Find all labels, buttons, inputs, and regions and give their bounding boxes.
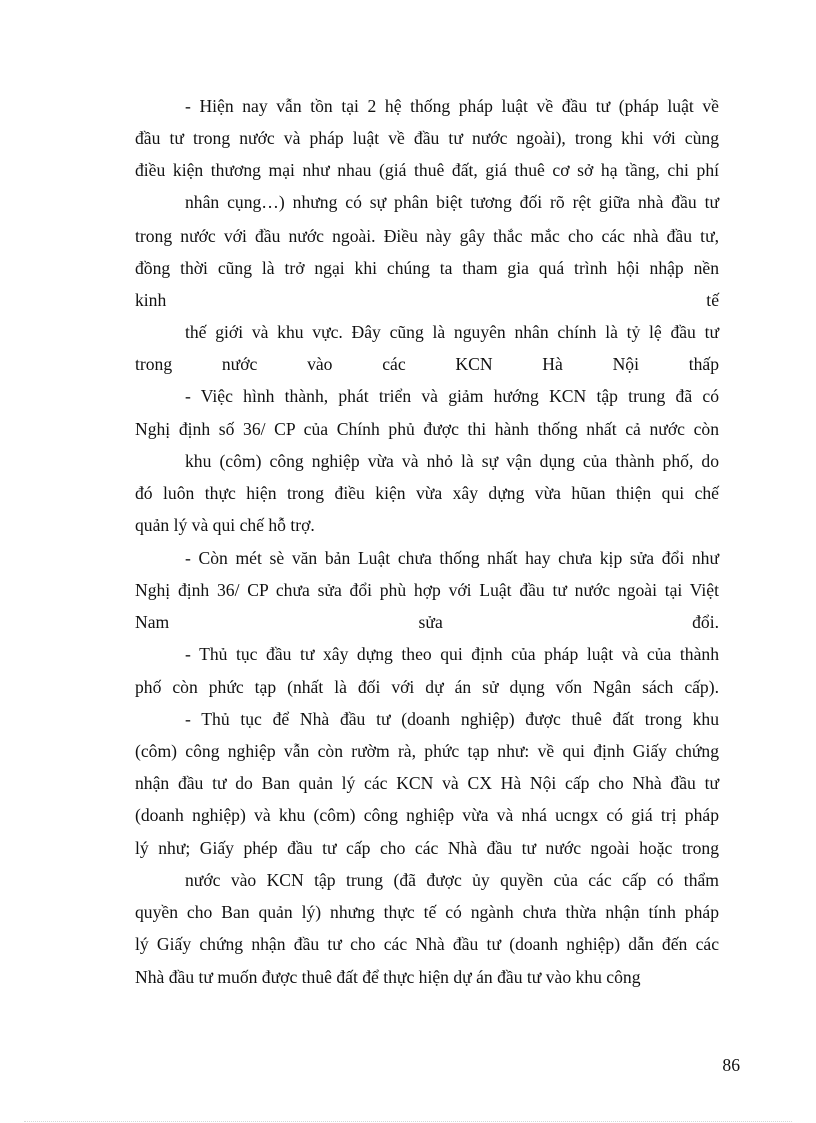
text-line: trong nước vào các KCN Hà Nội thấp [135,354,719,374]
text-line: lý Giấy chứng nhận đầu tư cho các Nhà đầu tư (doanh nghiệp) dẫn đến các [135,934,719,954]
text-line: quyền cho Ban quản lý) nhưng thực tế có ngành chưa thừa nhận tính pháp [135,902,719,922]
text-line: Nhà đầu tư muốn được thuê đất để thực hiện dự án đầu tư vào khu công [135,967,641,987]
text-line: đồng thời cũng là trở ngại khi chúng ta tham gia quá trình hội nhập nền [135,258,719,278]
text-line: lý như; Giấy phép đầu tư cấp cho các Nhà đầu tư nước ngoài hoặc trong [135,838,719,858]
text-line: Nghị định số 36/ CP của Chính phủ được thi hành thống nhất cả nước còn [135,419,719,439]
text-line: điều kiện thương mại như nhau (giá thuê đất, giá thuê cơ sở hạ tầng, chi phí [135,160,719,180]
text-line: - Thủ tục đầu tư xây dựng theo qui định của pháp luật và của thành [185,644,719,664]
text-line: nhân cụng…) nhưng có sự phân biệt tương đối rõ rệt giữa nhà đầu tư [185,192,719,212]
text-line: đầu tư trong nước và pháp luật về đầu tư nước ngoài), trong khi với cùng [135,128,719,148]
text-line: - Còn mét sè văn bản Luật chưa thống nhất hay chưa kịp sửa đổi như [185,548,719,568]
page-bottom-divider [24,1121,792,1122]
text-line: khu (côm) công nghiệp vừa và nhỏ là sự vận dụng của thành phố, do [185,451,719,471]
text-line: Nam sửa đổi. [135,612,719,632]
text-line: đó luôn thực hiện trong điều kiện vừa xây dựng vừa hũan thiện qui chế [135,483,719,503]
text-line: trong nước với đầu nước ngoài. Điều này gây thắc mắc cho các nhà đầu tư, [135,226,719,246]
text-line: - Việc hình thành, phát triển và giảm hướng KCN tập trung đã có [185,386,719,406]
text-line: kinh tế [135,290,719,310]
text-line: nhận đầu tư do Ban quản lý các KCN và CX Hà Nội cấp cho Nhà đầu tư [135,773,719,793]
page-number: 86 [722,1055,740,1075]
text-line: - Thủ tục để Nhà đầu tư (doanh nghiệp) được thuê đất trong khu [185,709,719,729]
text-line: Nghị định 36/ CP chưa sửa đổi phù hợp với Luật đầu tư nước ngoài tại Việt [135,580,719,600]
text-line: phố còn phức tạp (nhất là đối với dự án sử dụng vốn Ngân sách cấp). [135,677,719,697]
text-line: - Hiện nay vẫn tồn tại 2 hệ thống pháp luật về đầu tư (pháp luật về [185,96,719,116]
text-line: thế giới và khu vực. Đây cũng là nguyên nhân chính là tỷ lệ đầu tư [185,322,719,342]
text-line: quản lý và qui chế hỗ trợ. [135,515,315,535]
text-line: nước vào KCN tập trung (đã được ủy quyền của các cấp có thẩm [185,870,719,890]
text-line: (côm) công nghiệp vẫn còn rườm rà, phức tạp như: về qui định Giấy chứng [135,741,719,761]
text-line: (doanh nghiệp) và khu (côm) công nghiệp vừa và nhá ucngx có giá trị pháp [135,805,719,825]
